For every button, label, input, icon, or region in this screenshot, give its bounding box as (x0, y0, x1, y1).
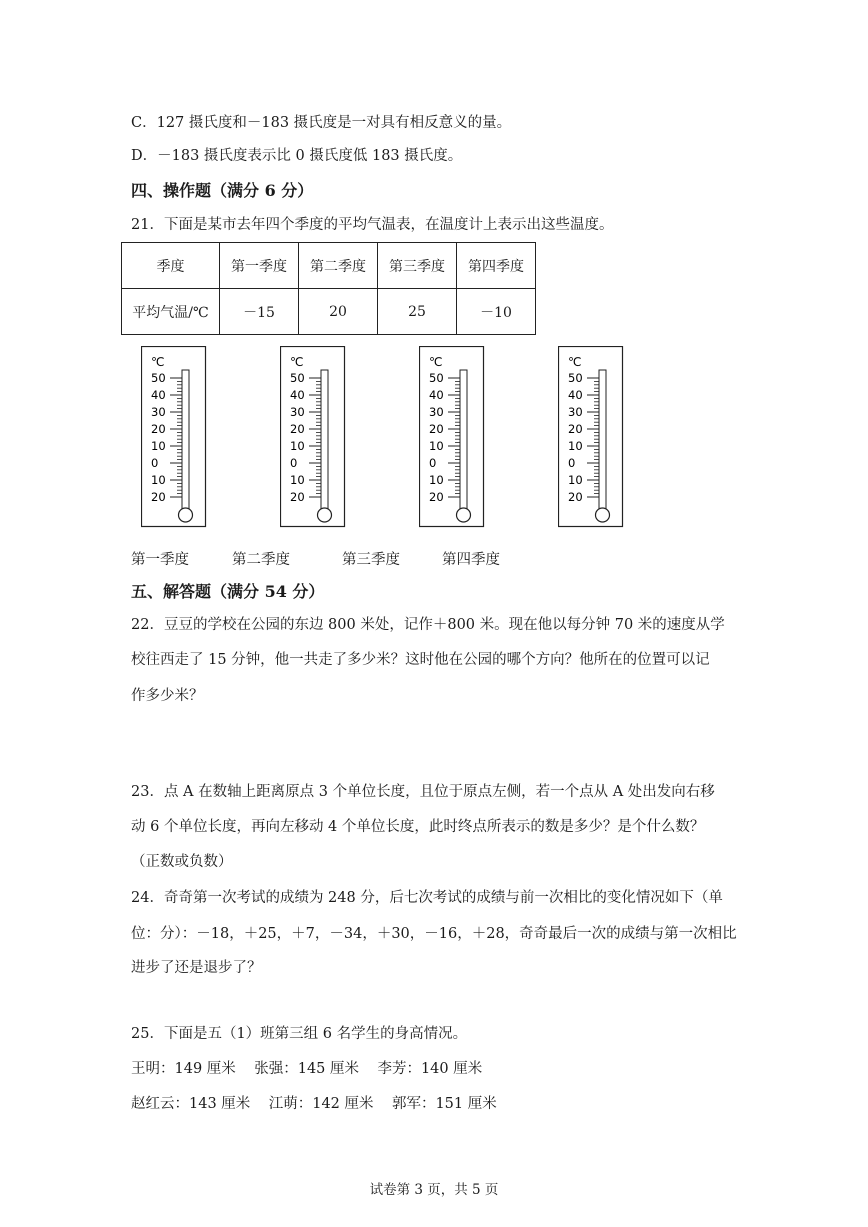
temperature-table (121, 242, 536, 335)
tick-label: 10 (151, 439, 166, 453)
question-25-line: 赵红云：143 厘米 江萌：142 厘米 郭军：151 厘米 (131, 1096, 497, 1112)
tick-label: 20 (429, 490, 444, 504)
thermometer-label-q1: 第一季度 (131, 552, 189, 568)
question-22-line: 22．豆豆的学校在公园的东边 800 米处，记作＋800 米。现在他以每分钟 70 米的速度从学 (131, 617, 725, 633)
tick-label: 20 (151, 490, 166, 504)
table-header-row (122, 243, 536, 289)
tick-label: 10 (429, 473, 444, 487)
question-25-line: 25．下面是五（1）班第三组 6 名学生的身高情况。 (131, 1026, 468, 1042)
question-22-line: 作多少米？ (131, 688, 204, 704)
tick-label: 20 (290, 490, 305, 504)
question-23-line: 23．点 A 在数轴上距离原点 3 个单位长度，且位于原点左侧，若一个点从 A 处出发向右移 (131, 784, 715, 800)
table-cell: 第四季度 (457, 243, 536, 289)
tick-label: 10 (429, 439, 444, 453)
thermometer-tube (182, 370, 189, 510)
table-cell: 季度 (122, 243, 220, 289)
thermometer-tube (460, 370, 467, 510)
question-22-line: 校往西走了 15 分钟，他一共走了多少米？这时他在公园的哪个方向？他所在的位置可以记 (131, 652, 710, 668)
tick-label: 30 (429, 405, 444, 419)
thermometer-tube (321, 370, 328, 510)
tick-label: 30 (568, 405, 583, 419)
tick-label: 50 (429, 371, 444, 385)
thermometer-label-q2: 第二季度 (232, 552, 290, 568)
tick-label: 0 (568, 456, 576, 470)
tick-label: 10 (290, 439, 305, 453)
thermometer-3 (419, 346, 487, 530)
thermometer-bulb (596, 508, 610, 522)
table-cell: 第一季度 (220, 243, 299, 289)
section-5-heading: 五、解答题（满分 54 分） (131, 582, 325, 601)
thermometer-bulb (457, 508, 471, 522)
thermometer-2 (280, 346, 348, 530)
question-24-line: 位：分）：－18，＋25，＋7，－34，＋30，－16，＋28，奇奇最后一次的成绩与第一次相比 (131, 926, 737, 942)
tick-label: 20 (568, 422, 583, 436)
unit-label: ℃ (568, 355, 582, 369)
question-24-line: 24．奇奇第一次考试的成绩为 248 分，后七次考试的成绩与前一次相比的变化情况如下（单 (131, 890, 723, 906)
thermometer-label-q3: 第三季度 (342, 552, 400, 568)
tick-label: 10 (151, 473, 166, 487)
thermometer-bulb (318, 508, 332, 522)
tick-label: 0 (290, 456, 298, 470)
tick-label: 30 (290, 405, 305, 419)
tick-label: 10 (290, 473, 305, 487)
table-cell: －15 (220, 289, 299, 335)
thermometer-4 (558, 346, 626, 530)
tick-label: 30 (151, 405, 166, 419)
unit-label: ℃ (290, 355, 304, 369)
tick-label: 40 (568, 388, 583, 402)
option-c: C．127 摄氏度和－183 摄氏度是一对具有相反意义的量。 (131, 115, 512, 131)
question-21: 21．下面是某市去年四个季度的平均气温表，在温度计上表示出这些温度。 (131, 217, 614, 233)
tick-label: 50 (151, 371, 166, 385)
tick-label: 20 (429, 422, 444, 436)
option-d: D．－183 摄氏度表示比 0 摄氏度低 183 摄氏度。 (131, 148, 463, 164)
tick-label: 10 (568, 473, 583, 487)
tick-label: 20 (568, 490, 583, 504)
tick-label: 40 (151, 388, 166, 402)
table-cell: 25 (378, 289, 457, 335)
unit-label: ℃ (151, 355, 165, 369)
question-23-line: （正数或负数） (131, 854, 233, 870)
table-cell: 平均气温/℃ (122, 289, 220, 335)
tick-label: 10 (568, 439, 583, 453)
tick-label: 50 (290, 371, 305, 385)
tick-label: 40 (290, 388, 305, 402)
tick-label: 20 (290, 422, 305, 436)
question-23-line: 动 6 个单位长度，再向左移动 4 个单位长度，此时终点所表示的数是多少？是个什么数？ (131, 819, 705, 835)
thermometer-label-q4: 第四季度 (442, 552, 500, 568)
page-footer: 试卷第 3 页，共 5 页 (369, 1182, 499, 1198)
tick-label: 0 (151, 456, 159, 470)
tick-label: 50 (568, 371, 583, 385)
thermometer-bulb (179, 508, 193, 522)
thermometer-1 (141, 346, 209, 530)
tick-label: 20 (151, 422, 166, 436)
table-cell: 第二季度 (299, 243, 378, 289)
table-cell: －10 (457, 289, 536, 335)
table-cell: 20 (299, 289, 378, 335)
tick-label: 0 (429, 456, 437, 470)
thermometer-tube (599, 370, 606, 510)
table-cell: 第三季度 (378, 243, 457, 289)
question-25-line: 王明：149 厘米 张强：145 厘米 李芳：140 厘米 (131, 1061, 483, 1077)
table-row (122, 289, 536, 335)
tick-label: 40 (429, 388, 444, 402)
unit-label: ℃ (429, 355, 443, 369)
section-4-heading: 四、操作题（满分 6 分） (131, 181, 314, 200)
question-24-line: 进步了还是退步了？ (131, 960, 262, 976)
